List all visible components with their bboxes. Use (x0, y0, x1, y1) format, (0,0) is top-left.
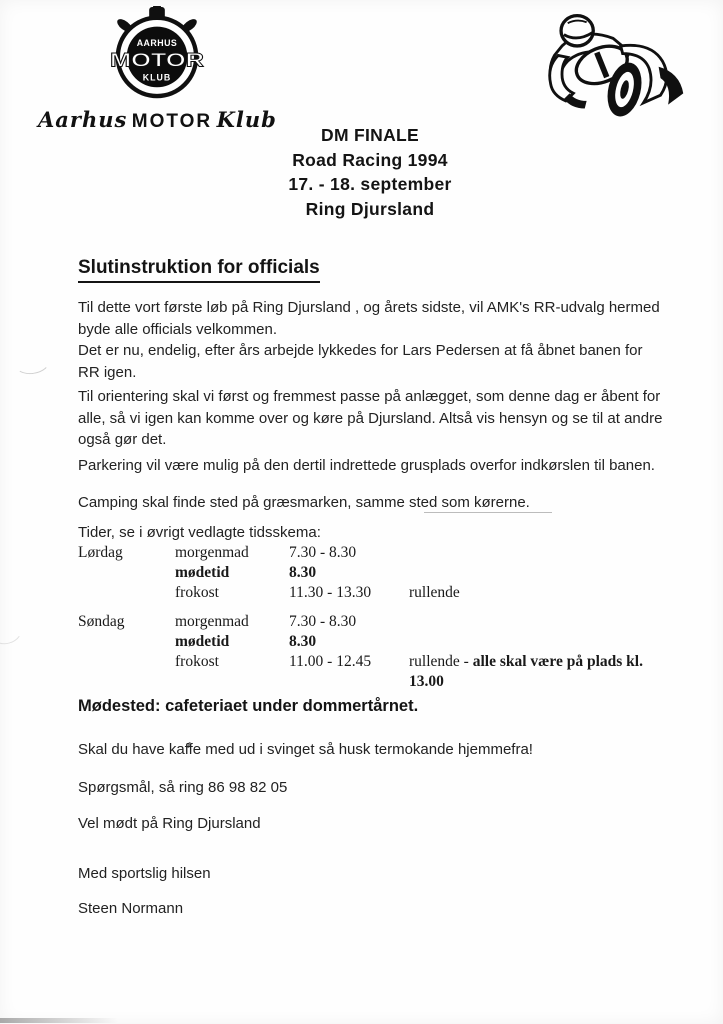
schedule-time: 7.30 - 8.30 (289, 544, 357, 561)
schedule-item: frokost (175, 584, 219, 601)
questions-phone-line: Spørgsmål, så ring 86 98 82 05 (78, 779, 288, 796)
scan-shadow-artifact (0, 1018, 118, 1023)
club-name-klub: Klub (216, 107, 277, 132)
club-name-motor: MOTOR (131, 111, 213, 132)
schedule-time: 8.30 (289, 633, 317, 650)
schedule-note (409, 632, 667, 652)
document-title (170, 123, 570, 221)
schedule-note-bold: alle skal være på plads kl. 13.00 (409, 653, 643, 690)
schedule-note: rullende (409, 584, 460, 601)
closing-salutation: Med sportslig hilsen (78, 865, 211, 882)
schedule-note (409, 563, 667, 583)
schedule-note (409, 612, 667, 632)
schedule-time: 11.30 - 13.30 (289, 584, 372, 601)
section-heading: Slutinstruktion for officials (78, 257, 667, 283)
schedule-note (409, 652, 667, 692)
title-line-1: DM FINALE (321, 125, 419, 145)
paragraph-welcome-line1: Til dette vort første løb på Ring Djursland , og årets sidste, vil AMK's RR-udvalg hermed byde alle officials velkommen. (78, 299, 660, 338)
badge-text-klub: KLUB (142, 72, 172, 83)
page-curl-artifact (13, 348, 52, 377)
schedule-note (409, 543, 667, 563)
signature-name: Steen Normann (78, 900, 184, 917)
schedule-intro: Tider, se i øvrigt vedlagte tidsskema: (78, 524, 321, 541)
paragraph-parking: Parkering vil være mulig på den dertil indrettede grusplads overfor indkørslen til banen. (78, 457, 655, 474)
schedule-day-sunday (78, 612, 667, 692)
schedule-row (78, 652, 667, 692)
club-name-aarhus: Aarhus (38, 107, 128, 132)
page-curl-artifact (0, 614, 25, 647)
schedule-row (78, 563, 667, 583)
paragraph-orientation: Til orientering skal vi først og fremmest passe på anlægget, som denne dag er åbent for alle, så vi igen kan komme over og køre på Djursland. Altså vis hensyn og se til at andre også gør det. (78, 388, 663, 448)
title-line-4: Ring Djursland (305, 198, 435, 219)
schedule-time: 8.30 (289, 564, 317, 581)
badge-text-aarhus: AARHUS (136, 38, 178, 49)
schedule-row (78, 612, 667, 632)
schedule-day-saturday (78, 543, 667, 603)
schedule-row (78, 543, 667, 563)
schedule-section (78, 524, 667, 692)
title-line-2: Road Racing 1994 (292, 149, 448, 170)
motorcycle-racer-illustration (526, 6, 706, 120)
schedule-item: morgenmad (175, 613, 249, 630)
paragraph-welcome-line2: Det er nu, endelig, efter års arbejde lykkedes for Lars Pedersen at få åbnet banen for RR igen. (78, 342, 643, 381)
schedule-row (78, 632, 667, 652)
schedule-item: mødetid (175, 564, 230, 581)
paragraph-welcome (78, 297, 667, 383)
aarhus-motor-klub-badge-icon (101, 6, 213, 100)
schedule-item: morgenmad (175, 544, 249, 561)
schedule-row (78, 583, 667, 603)
coffee-reminder-line: Skal du have kaffe med ud i svinget så husk termokande hjemmefra! (78, 741, 533, 758)
badge-text-motor: MOTOR (109, 49, 204, 72)
schedule-time: 11.00 - 12.45 (289, 653, 372, 670)
day-label: Lørdag (78, 544, 123, 561)
day-label: Søndag (78, 613, 125, 630)
schedule-item: mødetid (175, 633, 230, 650)
schedule-time: 7.30 - 8.30 (289, 613, 357, 630)
schedule-note-regular: rullende - (409, 653, 473, 670)
schedule-item: frokost (175, 653, 219, 670)
club-logo-block (38, 6, 276, 133)
meeting-place-heading: Mødested: cafeteriaet under dommertårnet. (78, 697, 419, 715)
paragraph-camping: Camping skal finde sted på græsmarken, samme sted som kørerne. (78, 494, 530, 511)
title-line-3: 17. - 18. september (288, 174, 452, 194)
welcome-line: Vel mødt på Ring Djursland (78, 815, 261, 832)
